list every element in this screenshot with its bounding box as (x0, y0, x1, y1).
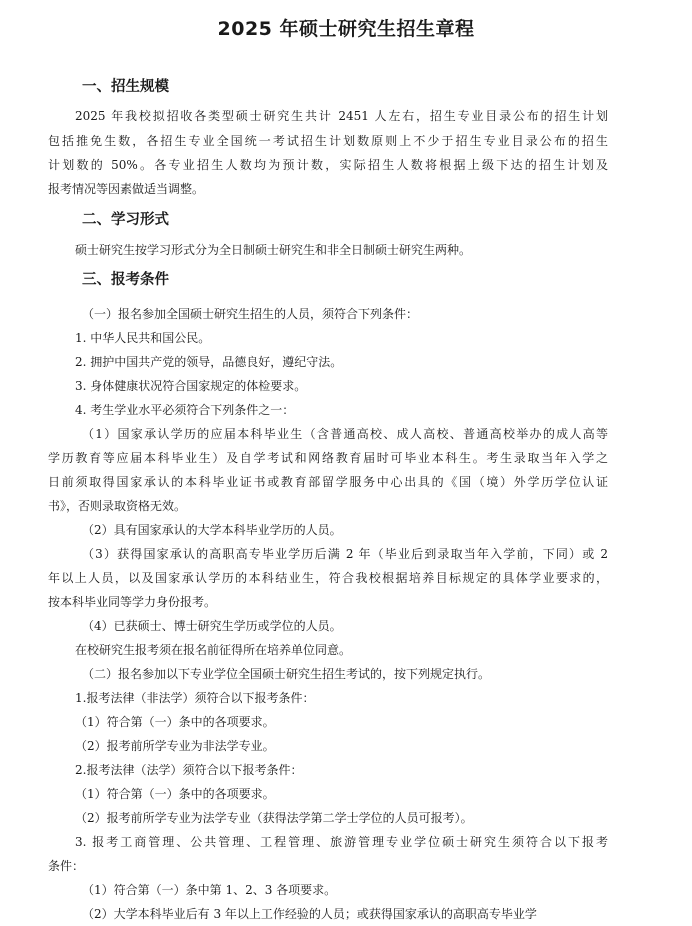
condition-item: （1）符合第（一）条中第 1、2、3 各项要求。 (82, 883, 337, 897)
section-heading-enrollment-scale: 一、招生规模 (82, 79, 169, 95)
paragraph-line: 2025 年我校拟招收各类型硕士研究生共计 2451 人左右，招生专业目录公布的招生计划 (75, 109, 608, 123)
condition-item: 4. 考生学业水平必须符合下列条件之一： (75, 403, 295, 417)
condition-item: （1）符合第（一）条中的各项要求。 (75, 787, 275, 801)
paragraph-line: 按本科毕业同等学力身份报考。 (48, 595, 217, 609)
subsection-title: （二）报名参加以下专业学位全国硕士研究生招生考试的，按下列规定执行。 (82, 667, 491, 681)
condition-item: 1.报考法律（非法学）须符合以下报考条件： (75, 691, 315, 705)
condition-item: 2.报考法律（法学）须符合以下报考条件： (75, 763, 303, 777)
paragraph-line: （3）获得国家承认的高职高专毕业学历后满 2 年（毕业后到录取当年入学前，下同）或 2 (82, 547, 608, 561)
paragraph-line: 日前须取得国家承认的本科毕业证书或教育部留学服务中心出具的《国（境）外学历学位认证 (48, 475, 608, 489)
paragraph-line: 书》，否则录取资格无效。 (48, 499, 187, 513)
paragraph-line: 年以上人员，以及国家承认学历的本科结业生，符合我校根据培养目标规定的具体学业要求的， (48, 571, 608, 585)
condition-item: 2. 拥护中国共产党的领导，品德良好，遵纪守法。 (75, 355, 343, 369)
condition-item: 3. 身体健康状况符合国家规定的体检要求。 (75, 379, 307, 393)
section-heading-eligibility: 三、报考条件 (82, 272, 169, 288)
condition-item: （2）报考前所学专业为法学专业（获得法学第二学士学位的人员可报考）。 (75, 811, 473, 825)
paragraph-line: （1）国家承认学历的应届本科毕业生（含普通高校、成人高校、普通高校举办的成人高等 (82, 427, 608, 441)
condition-item: （2）大学本科毕业后有 3 年以上工作经验的人员；或获得国家承认的高职高专毕业学 (82, 907, 537, 921)
paragraph-line: 报考情况等因素做适当调整。 (48, 182, 205, 196)
condition-item: （2）具有国家承认的大学本科毕业学历的人员。 (82, 523, 342, 537)
document-title: 2025 年硕士研究生招生章程 (217, 18, 475, 40)
paragraph-line: 3. 报考工商管理、公共管理、工程管理、旅游管理专业学位硕士研究生须符合以下报考 (75, 835, 608, 849)
condition-item: （4）已获硕士、博士研究生学历或学位的人员。 (82, 619, 342, 633)
condition-item: （2）报考前所学专业为非法学专业。 (75, 739, 275, 753)
paragraph-line: 硕士研究生按学习形式分为全日制硕士研究生和非全日制硕士研究生两种。 (75, 243, 472, 257)
paragraph-line: 条件： (48, 859, 85, 873)
subsection-title: （一）报名参加全国硕士研究生招生的人员，须符合下列条件： (82, 307, 419, 321)
section-heading-study-mode: 二、学习形式 (82, 212, 169, 228)
condition-item: 1. 中华人民共和国公民。 (75, 331, 211, 345)
paragraph-line: 包括推免生数，各招生专业全国统一考试招生计划数原则上不少于招生专业目录公布的招生 (48, 134, 608, 148)
paragraph-line: 计划数的 50%。各专业招生人数均为预计数，实际招生人数将根据上级下达的招生计划及 (48, 158, 608, 172)
paragraph-line: 学历教育等应届本科毕业生）及自学考试和网络教育届时可毕业本科生。考生录取当年入学之 (48, 451, 608, 465)
condition-item: （1）符合第（一）条中的各项要求。 (75, 715, 275, 729)
note-line: 在校研究生报考须在报名前征得所在培养单位同意。 (75, 643, 352, 657)
